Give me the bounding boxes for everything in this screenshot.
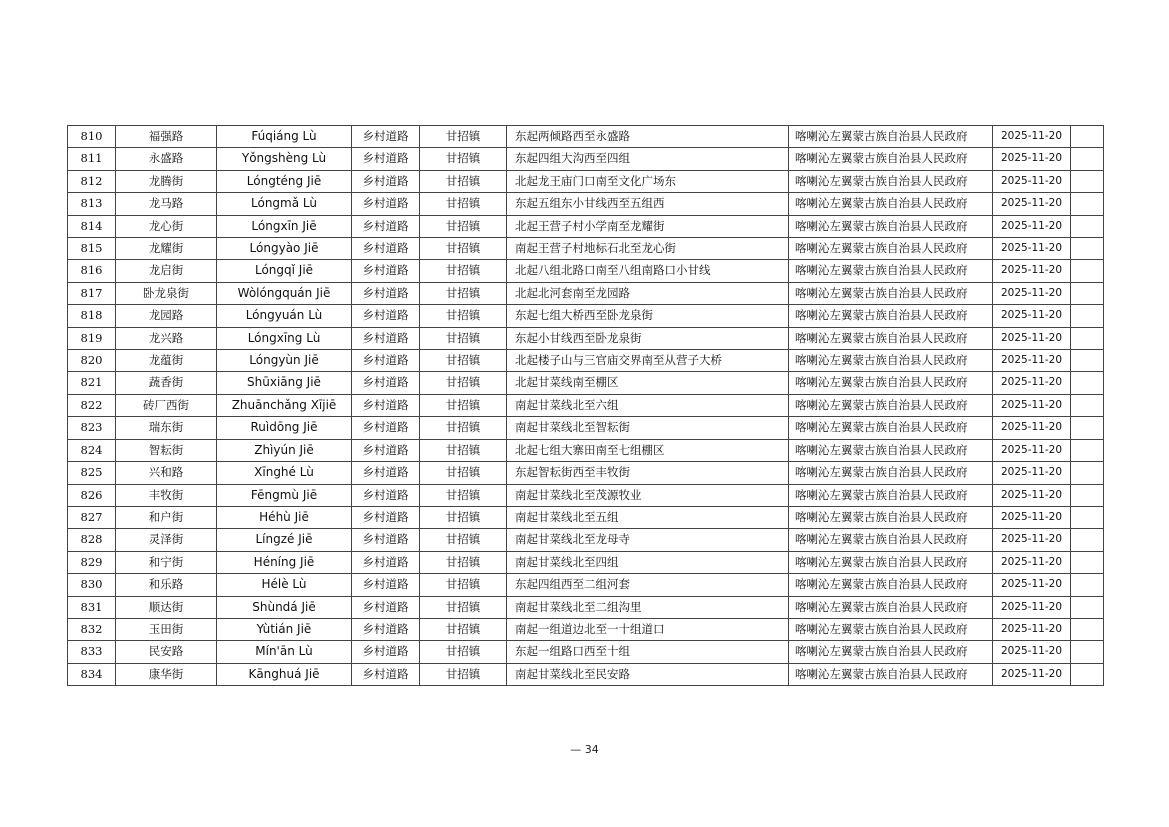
road-category: 乡村道路 xyxy=(352,170,420,192)
road-name: 玉田街 xyxy=(116,618,217,640)
table-row xyxy=(68,305,1104,327)
remarks-cell xyxy=(1071,215,1104,237)
table-row xyxy=(68,372,1104,394)
row-number: 820 xyxy=(68,350,116,372)
remarks-cell xyxy=(1071,238,1104,260)
remarks-cell xyxy=(1071,529,1104,551)
table-body xyxy=(68,126,1104,686)
road-pinyin: Xīnghé Lù xyxy=(217,462,352,484)
town-name: 甘招镇 xyxy=(420,148,507,170)
row-number: 832 xyxy=(68,618,116,640)
road-name: 龙耀街 xyxy=(116,238,217,260)
road-category: 乡村道路 xyxy=(352,193,420,215)
road-category: 乡村道路 xyxy=(352,663,420,685)
town-name: 甘招镇 xyxy=(420,618,507,640)
town-name: 甘招镇 xyxy=(420,529,507,551)
remarks-cell xyxy=(1071,282,1104,304)
town-name: 甘招镇 xyxy=(420,327,507,349)
town-name: 甘招镇 xyxy=(420,193,507,215)
road-pinyin: Zhuānchǎng Xījiē xyxy=(217,394,352,416)
road-name: 丰牧街 xyxy=(116,484,217,506)
remarks-cell xyxy=(1071,641,1104,663)
town-name: 甘招镇 xyxy=(420,417,507,439)
approval-date: 2025-11-20 xyxy=(993,238,1071,260)
road-pinyin: Lóngyào Jiē xyxy=(217,238,352,260)
remarks-cell xyxy=(1071,417,1104,439)
approving-authority: 喀喇沁左翼蒙古族自治县人民政府 xyxy=(789,439,993,461)
approval-date: 2025-11-20 xyxy=(993,260,1071,282)
table-row xyxy=(68,170,1104,192)
town-name: 甘招镇 xyxy=(420,260,507,282)
remarks-cell xyxy=(1071,126,1104,148)
road-pinyin: Fúqiáng Lù xyxy=(217,126,352,148)
remarks-cell xyxy=(1071,170,1104,192)
table-row xyxy=(68,394,1104,416)
road-name: 灵泽街 xyxy=(116,529,217,551)
town-name: 甘招镇 xyxy=(420,663,507,685)
road-name: 顺达街 xyxy=(116,596,217,618)
road-pinyin: Lóngmǎ Lù xyxy=(217,193,352,215)
approval-date: 2025-11-20 xyxy=(993,126,1071,148)
road-name: 和户街 xyxy=(116,506,217,528)
row-number: 830 xyxy=(68,574,116,596)
road-category: 乡村道路 xyxy=(352,372,420,394)
row-number: 813 xyxy=(68,193,116,215)
town-name: 甘招镇 xyxy=(420,439,507,461)
approval-date: 2025-11-20 xyxy=(993,305,1071,327)
approving-authority: 喀喇沁左翼蒙古族自治县人民政府 xyxy=(789,596,993,618)
road-pinyin: Kānghuá Jiē xyxy=(217,663,352,685)
table-row xyxy=(68,238,1104,260)
approving-authority: 喀喇沁左翼蒙古族自治县人民政府 xyxy=(789,148,993,170)
row-number: 828 xyxy=(68,529,116,551)
remarks-cell xyxy=(1071,148,1104,170)
table-row xyxy=(68,596,1104,618)
place-name-table xyxy=(67,125,1104,686)
town-name: 甘招镇 xyxy=(420,170,507,192)
approval-date: 2025-11-20 xyxy=(993,641,1071,663)
road-pinyin: Wòlóngquán Jiē xyxy=(217,282,352,304)
remarks-cell xyxy=(1071,372,1104,394)
approving-authority: 喀喇沁左翼蒙古族自治县人民政府 xyxy=(789,350,993,372)
row-number: 833 xyxy=(68,641,116,663)
road-description: 北起王营子村小学南至龙耀街 xyxy=(507,215,789,237)
road-category: 乡村道路 xyxy=(352,282,420,304)
road-pinyin: Héhù Jiē xyxy=(217,506,352,528)
approval-date: 2025-11-20 xyxy=(993,350,1071,372)
approving-authority: 喀喇沁左翼蒙古族自治县人民政府 xyxy=(789,282,993,304)
road-description: 南起甘菜线北至六组 xyxy=(507,394,789,416)
road-pinyin: Mín'ān Lù xyxy=(217,641,352,663)
approval-date: 2025-11-20 xyxy=(993,551,1071,573)
road-description: 东起四组西至二组河套 xyxy=(507,574,789,596)
table-row xyxy=(68,327,1104,349)
approval-date: 2025-11-20 xyxy=(993,215,1071,237)
town-name: 甘招镇 xyxy=(420,238,507,260)
row-number: 825 xyxy=(68,462,116,484)
road-description: 东起四组大沟西至四组 xyxy=(507,148,789,170)
road-category: 乡村道路 xyxy=(352,574,420,596)
road-category: 乡村道路 xyxy=(352,260,420,282)
row-number: 827 xyxy=(68,506,116,528)
town-name: 甘招镇 xyxy=(420,506,507,528)
road-description: 南起甘菜线北至五组 xyxy=(507,506,789,528)
road-pinyin: Lóngqǐ Jiē xyxy=(217,260,352,282)
row-number: 810 xyxy=(68,126,116,148)
road-pinyin: Lóngyuán Lù xyxy=(217,305,352,327)
road-pinyin: Yǒngshèng Lù xyxy=(217,148,352,170)
remarks-cell xyxy=(1071,663,1104,685)
town-name: 甘招镇 xyxy=(420,215,507,237)
town-name: 甘招镇 xyxy=(420,484,507,506)
table-row xyxy=(68,529,1104,551)
approval-date: 2025-11-20 xyxy=(993,462,1071,484)
table-row xyxy=(68,282,1104,304)
road-name: 和宁街 xyxy=(116,551,217,573)
road-category: 乡村道路 xyxy=(352,484,420,506)
road-description: 东起小甘线西至卧龙泉街 xyxy=(507,327,789,349)
remarks-cell xyxy=(1071,305,1104,327)
road-pinyin: Lóngxīn Jiē xyxy=(217,215,352,237)
remarks-cell xyxy=(1071,260,1104,282)
row-number: 823 xyxy=(68,417,116,439)
road-description: 北起八组北路口南至八组南路口小甘线 xyxy=(507,260,789,282)
road-category: 乡村道路 xyxy=(352,417,420,439)
remarks-cell xyxy=(1071,596,1104,618)
remarks-cell xyxy=(1071,618,1104,640)
road-category: 乡村道路 xyxy=(352,327,420,349)
road-name: 龙马路 xyxy=(116,193,217,215)
table-row xyxy=(68,260,1104,282)
road-description: 东起智耘街西至丰牧街 xyxy=(507,462,789,484)
road-pinyin: Lóngxīng Lù xyxy=(217,327,352,349)
town-name: 甘招镇 xyxy=(420,282,507,304)
road-pinyin: Héníng Jiē xyxy=(217,551,352,573)
town-name: 甘招镇 xyxy=(420,641,507,663)
road-description: 东起七组大桥西至卧龙泉街 xyxy=(507,305,789,327)
road-category: 乡村道路 xyxy=(352,618,420,640)
table-row xyxy=(68,663,1104,685)
approval-date: 2025-11-20 xyxy=(993,484,1071,506)
road-name: 龙心街 xyxy=(116,215,217,237)
road-category: 乡村道路 xyxy=(352,350,420,372)
page-number: — 34 xyxy=(570,743,599,756)
approval-date: 2025-11-20 xyxy=(993,506,1071,528)
row-number: 818 xyxy=(68,305,116,327)
table-row xyxy=(68,506,1104,528)
road-pinyin: Hélè Lù xyxy=(217,574,352,596)
table-row xyxy=(68,193,1104,215)
road-category: 乡村道路 xyxy=(352,506,420,528)
approving-authority: 喀喇沁左翼蒙古族自治县人民政府 xyxy=(789,238,993,260)
town-name: 甘招镇 xyxy=(420,394,507,416)
approval-date: 2025-11-20 xyxy=(993,148,1071,170)
approval-date: 2025-11-20 xyxy=(993,372,1071,394)
row-number: 829 xyxy=(68,551,116,573)
road-pinyin: Lóngyùn Jiē xyxy=(217,350,352,372)
road-name: 民安路 xyxy=(116,641,217,663)
road-category: 乡村道路 xyxy=(352,439,420,461)
road-category: 乡村道路 xyxy=(352,305,420,327)
approval-date: 2025-11-20 xyxy=(993,439,1071,461)
road-name: 康华街 xyxy=(116,663,217,685)
road-name: 卧龙泉街 xyxy=(116,282,217,304)
road-description: 北起北河套南至龙园路 xyxy=(507,282,789,304)
row-number: 834 xyxy=(68,663,116,685)
table-row xyxy=(68,126,1104,148)
remarks-cell xyxy=(1071,327,1104,349)
approving-authority: 喀喇沁左翼蒙古族自治县人民政府 xyxy=(789,417,993,439)
row-number: 821 xyxy=(68,372,116,394)
table-row xyxy=(68,641,1104,663)
road-category: 乡村道路 xyxy=(352,238,420,260)
row-number: 819 xyxy=(68,327,116,349)
road-description: 南起甘菜线北至四组 xyxy=(507,551,789,573)
approving-authority: 喀喇沁左翼蒙古族自治县人民政府 xyxy=(789,529,993,551)
road-category: 乡村道路 xyxy=(352,462,420,484)
table-row xyxy=(68,215,1104,237)
approving-authority: 喀喇沁左翼蒙古族自治县人民政府 xyxy=(789,462,993,484)
town-name: 甘招镇 xyxy=(420,551,507,573)
road-description: 北起龙王庙门口南至文化广场东 xyxy=(507,170,789,192)
approval-date: 2025-11-20 xyxy=(993,663,1071,685)
row-number: 814 xyxy=(68,215,116,237)
row-number: 812 xyxy=(68,170,116,192)
road-name: 龙兴路 xyxy=(116,327,217,349)
road-category: 乡村道路 xyxy=(352,126,420,148)
road-pinyin: Zhìyún Jiē xyxy=(217,439,352,461)
road-pinyin: Shūxiāng Jiē xyxy=(217,372,352,394)
approving-authority: 喀喇沁左翼蒙古族自治县人民政府 xyxy=(789,126,993,148)
table-row xyxy=(68,350,1104,372)
approval-date: 2025-11-20 xyxy=(993,417,1071,439)
row-number: 822 xyxy=(68,394,116,416)
approval-date: 2025-11-20 xyxy=(993,574,1071,596)
remarks-cell xyxy=(1071,574,1104,596)
town-name: 甘招镇 xyxy=(420,596,507,618)
road-name: 永盛路 xyxy=(116,148,217,170)
approving-authority: 喀喇沁左翼蒙古族自治县人民政府 xyxy=(789,372,993,394)
road-category: 乡村道路 xyxy=(352,529,420,551)
road-category: 乡村道路 xyxy=(352,215,420,237)
approval-date: 2025-11-20 xyxy=(993,596,1071,618)
remarks-cell xyxy=(1071,551,1104,573)
remarks-cell xyxy=(1071,439,1104,461)
road-category: 乡村道路 xyxy=(352,596,420,618)
table-row xyxy=(68,484,1104,506)
remarks-cell xyxy=(1071,462,1104,484)
road-category: 乡村道路 xyxy=(352,394,420,416)
town-name: 甘招镇 xyxy=(420,372,507,394)
road-name: 龙腾街 xyxy=(116,170,217,192)
approving-authority: 喀喇沁左翼蒙古族自治县人民政府 xyxy=(789,663,993,685)
road-name: 福强路 xyxy=(116,126,217,148)
table-row xyxy=(68,439,1104,461)
approving-authority: 喀喇沁左翼蒙古族自治县人民政府 xyxy=(789,215,993,237)
approving-authority: 喀喇沁左翼蒙古族自治县人民政府 xyxy=(789,394,993,416)
road-description: 南起甘菜线北至茂源牧业 xyxy=(507,484,789,506)
approval-date: 2025-11-20 xyxy=(993,327,1071,349)
table-row xyxy=(68,618,1104,640)
road-description: 东起一组路口西至十组 xyxy=(507,641,789,663)
town-name: 甘招镇 xyxy=(420,305,507,327)
road-pinyin: Língzé Jiē xyxy=(217,529,352,551)
road-name: 砖厂西街 xyxy=(116,394,217,416)
approval-date: 2025-11-20 xyxy=(993,394,1071,416)
road-pinyin: Fēngmù Jiē xyxy=(217,484,352,506)
road-name: 瑞东街 xyxy=(116,417,217,439)
road-description: 南起一组道边北至一十组道口 xyxy=(507,618,789,640)
approval-date: 2025-11-20 xyxy=(993,529,1071,551)
road-description: 北起七组大寨田南至七组棚区 xyxy=(507,439,789,461)
row-number: 817 xyxy=(68,282,116,304)
road-name: 龙启街 xyxy=(116,260,217,282)
approving-authority: 喀喇沁左翼蒙古族自治县人民政府 xyxy=(789,327,993,349)
approval-date: 2025-11-20 xyxy=(993,282,1071,304)
approving-authority: 喀喇沁左翼蒙古族自治县人民政府 xyxy=(789,618,993,640)
road-description: 东起五组东小甘线西至五组西 xyxy=(507,193,789,215)
town-name: 甘招镇 xyxy=(420,574,507,596)
remarks-cell xyxy=(1071,394,1104,416)
road-pinyin: Ruìdōng Jiē xyxy=(217,417,352,439)
table-row xyxy=(68,551,1104,573)
approving-authority: 喀喇沁左翼蒙古族自治县人民政府 xyxy=(789,506,993,528)
town-name: 甘招镇 xyxy=(420,350,507,372)
town-name: 甘招镇 xyxy=(420,126,507,148)
approving-authority: 喀喇沁左翼蒙古族自治县人民政府 xyxy=(789,574,993,596)
table-row xyxy=(68,574,1104,596)
road-description: 北起甘菜线南至棚区 xyxy=(507,372,789,394)
remarks-cell xyxy=(1071,350,1104,372)
road-description: 南起王营子村地标石北至龙心街 xyxy=(507,238,789,260)
road-description: 北起楼子山与三官庙交界南至从营子大桥 xyxy=(507,350,789,372)
road-description: 东起两倾路西至永盛路 xyxy=(507,126,789,148)
table-row xyxy=(68,417,1104,439)
road-pinyin: Yùtián Jiē xyxy=(217,618,352,640)
approving-authority: 喀喇沁左翼蒙古族自治县人民政府 xyxy=(789,193,993,215)
road-category: 乡村道路 xyxy=(352,551,420,573)
row-number: 824 xyxy=(68,439,116,461)
approving-authority: 喀喇沁左翼蒙古族自治县人民政府 xyxy=(789,484,993,506)
approving-authority: 喀喇沁左翼蒙古族自治县人民政府 xyxy=(789,260,993,282)
road-name: 龙园路 xyxy=(116,305,217,327)
town-name: 甘招镇 xyxy=(420,462,507,484)
road-name: 兴和路 xyxy=(116,462,217,484)
table-row xyxy=(68,462,1104,484)
road-description: 南起甘菜线北至龙母寺 xyxy=(507,529,789,551)
approving-authority: 喀喇沁左翼蒙古族自治县人民政府 xyxy=(789,551,993,573)
table-row xyxy=(68,148,1104,170)
road-description: 南起甘菜线北至智耘街 xyxy=(507,417,789,439)
approval-date: 2025-11-20 xyxy=(993,618,1071,640)
row-number: 816 xyxy=(68,260,116,282)
road-pinyin: Shùndá Jiē xyxy=(217,596,352,618)
road-category: 乡村道路 xyxy=(352,148,420,170)
road-name: 智耘街 xyxy=(116,439,217,461)
approving-authority: 喀喇沁左翼蒙古族自治县人民政府 xyxy=(789,641,993,663)
row-number: 815 xyxy=(68,238,116,260)
road-pinyin: Lóngténg Jiē xyxy=(217,170,352,192)
road-category: 乡村道路 xyxy=(352,641,420,663)
remarks-cell xyxy=(1071,193,1104,215)
approval-date: 2025-11-20 xyxy=(993,170,1071,192)
row-number: 831 xyxy=(68,596,116,618)
road-name: 和乐路 xyxy=(116,574,217,596)
row-number: 811 xyxy=(68,148,116,170)
approval-date: 2025-11-20 xyxy=(993,193,1071,215)
road-name: 龙蕴街 xyxy=(116,350,217,372)
road-name: 蔬香街 xyxy=(116,372,217,394)
row-number: 826 xyxy=(68,484,116,506)
approving-authority: 喀喇沁左翼蒙古族自治县人民政府 xyxy=(789,305,993,327)
road-description: 南起甘菜线北至民安路 xyxy=(507,663,789,685)
road-description: 南起甘菜线北至二组沟里 xyxy=(507,596,789,618)
remarks-cell xyxy=(1071,506,1104,528)
approving-authority: 喀喇沁左翼蒙古族自治县人民政府 xyxy=(789,170,993,192)
remarks-cell xyxy=(1071,484,1104,506)
